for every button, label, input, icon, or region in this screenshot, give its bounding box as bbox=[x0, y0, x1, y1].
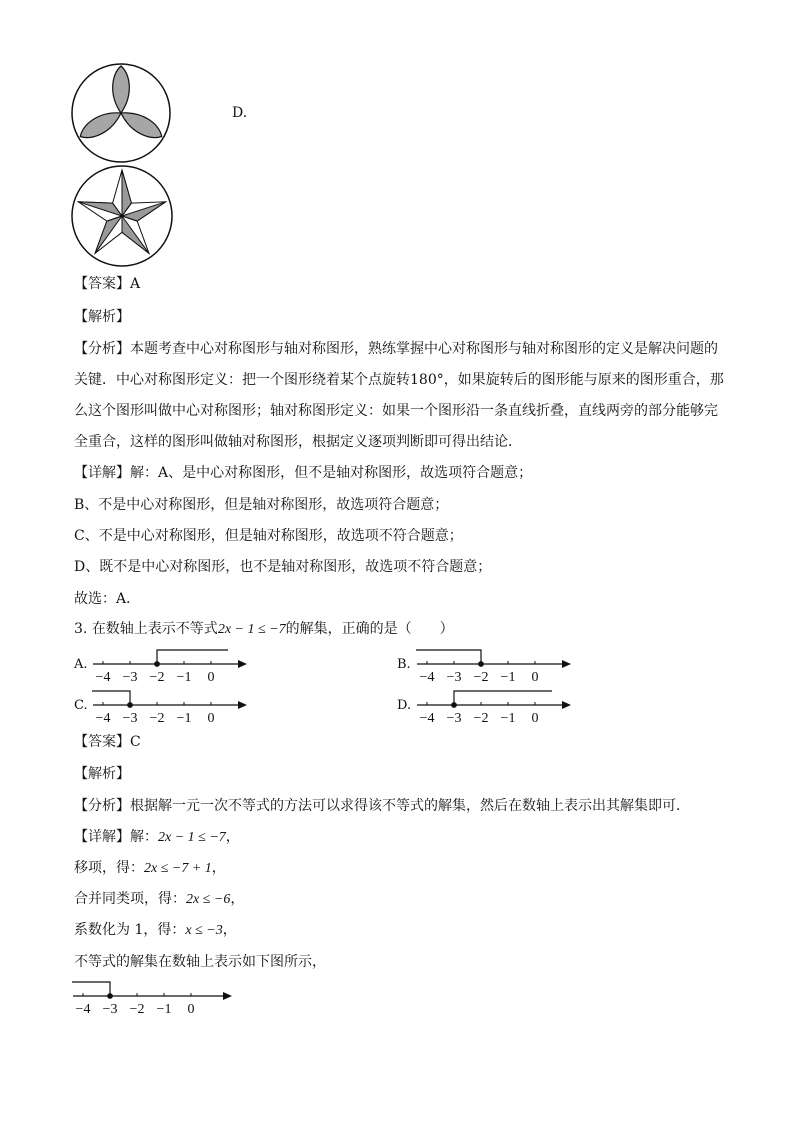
axis-arrow bbox=[562, 660, 571, 668]
tick-label: −4 bbox=[95, 711, 111, 726]
tick-label: −1 bbox=[176, 711, 192, 726]
fenxi-3 bbox=[74, 797, 690, 815]
solution-bracket bbox=[454, 691, 552, 705]
q3-number: 3. bbox=[74, 621, 88, 637]
endpoint-dot bbox=[479, 662, 484, 667]
axis-arrow bbox=[238, 660, 247, 668]
q3-text-before: 在数轴上表示不等式 bbox=[91, 621, 218, 637]
fenxi-tag: 【分析】 bbox=[74, 341, 130, 357]
tick-label: 0 bbox=[187, 1002, 195, 1017]
answer-value: A bbox=[130, 276, 141, 292]
step2-label: 移项，得： bbox=[74, 860, 144, 876]
step4-math: x ≤ −3 bbox=[185, 923, 223, 938]
tick-label: −1 bbox=[176, 670, 192, 685]
tick-label: −4 bbox=[95, 670, 111, 685]
step3-comma: ， bbox=[230, 891, 245, 907]
xiangjie-3-tag: 【详解】 bbox=[74, 829, 130, 845]
xiangjie-2-b: B、不是中心对称图形，但是轴对称图形，故选项符合题意； bbox=[74, 497, 449, 513]
step1-label: 解： bbox=[130, 829, 158, 845]
option-b-label: B. bbox=[397, 657, 411, 672]
step1-math: 2x − 1 ≤ −7 bbox=[158, 830, 226, 845]
tick-label: −4 bbox=[75, 1002, 91, 1017]
endpoint-dot bbox=[155, 662, 160, 667]
solution-bracket bbox=[92, 691, 130, 705]
tick-label: −3 bbox=[446, 670, 462, 685]
axis-arrow bbox=[238, 701, 247, 709]
solution-bracket bbox=[157, 650, 228, 664]
endpoint-dot bbox=[452, 703, 457, 708]
endpoint-dot bbox=[128, 703, 133, 708]
question-3 bbox=[74, 620, 454, 639]
option-c-label: C. bbox=[74, 698, 88, 713]
tick-label: 0 bbox=[207, 670, 215, 685]
analysis-3-tag: 【解析】 bbox=[74, 766, 130, 782]
step3-label: 合并同类项，得： bbox=[74, 891, 186, 907]
step3-math: 2x ≤ −6 bbox=[186, 892, 231, 907]
answer-3-value: C bbox=[130, 734, 141, 750]
option-c-number-line bbox=[90, 687, 250, 727]
endpoint-dot bbox=[108, 994, 113, 999]
fenxi-2-line4: 全重合，这样的图形叫做轴对称图形，根据定义逐项判断即可得出结论． bbox=[74, 434, 522, 450]
tick-label: 0 bbox=[531, 670, 539, 685]
tick-label: −1 bbox=[156, 1002, 172, 1017]
axis-arrow bbox=[223, 992, 232, 1000]
tick-label: −3 bbox=[122, 711, 138, 726]
option-b-number-line bbox=[414, 646, 574, 686]
xiangjie-tag: 【详解】 bbox=[74, 465, 130, 481]
tick-label: −4 bbox=[419, 711, 435, 726]
fenxi-2-line1 bbox=[74, 340, 718, 358]
fenxi-text-1: 本题考查中心对称图形与轴对称图形，熟练掌握中心对称图形与轴对称图形的定义是解决问题的 bbox=[130, 341, 718, 357]
xiangjie-3-step1 bbox=[74, 828, 240, 847]
tick-label: −2 bbox=[149, 670, 165, 685]
axis-arrow bbox=[562, 701, 571, 709]
tick-label: −1 bbox=[500, 670, 516, 685]
q3-text-after: 的解集，正确的是（ ） bbox=[285, 621, 454, 637]
answer-3-tag: 【答案】 bbox=[74, 734, 130, 750]
xiangjie-3-step3 bbox=[74, 890, 244, 909]
solution-bracket bbox=[72, 982, 110, 996]
final-number-line bbox=[70, 978, 235, 1020]
answer-3 bbox=[74, 733, 141, 751]
xiangjie-2-c: C、不是中心对称图形，但是轴对称图形，故选项不符合题意； bbox=[74, 528, 463, 544]
xiangjie-3-step2 bbox=[74, 859, 226, 878]
tick-label: −2 bbox=[473, 711, 489, 726]
xiangjie-a-text: 解：A、是中心对称图形，但不是轴对称图形，故选项符合题意； bbox=[130, 465, 533, 481]
answer-2 bbox=[74, 275, 140, 293]
q3-inequality: 2x − 1 ≤ −7 bbox=[217, 622, 286, 637]
step4-comma: ， bbox=[222, 922, 237, 938]
answer-tag: 【答案】 bbox=[74, 276, 130, 292]
tick-label: 0 bbox=[531, 711, 539, 726]
fenxi-2-line2: 关键．中心对称图形定义：把一个图形绕着某个点旋转180°，如果旋转后的图形能与原来的图形重合，那 bbox=[74, 372, 724, 388]
step1-comma: ， bbox=[225, 829, 240, 845]
analysis-tag: 【解析】 bbox=[74, 309, 130, 325]
fenxi-2-line3: 么这个图形叫做中心对称图形；轴对称图形定义：如果一个图形沿一条直线折叠，直线两旁的部分能够完 bbox=[74, 403, 718, 419]
option-a-label: A. bbox=[74, 657, 88, 672]
tick-label: −1 bbox=[500, 711, 516, 726]
tick-label: −2 bbox=[129, 1002, 145, 1017]
step2-comma: ， bbox=[211, 860, 226, 876]
fenxi-3-text: 根据解一元一次不等式的方法可以求得该不等式的解集，然后在数轴上表示出其解集即可． bbox=[130, 798, 690, 814]
xiangjie-2-conclusion: 故选：A． bbox=[74, 591, 141, 607]
tick-label: −3 bbox=[122, 670, 138, 685]
solution-bracket bbox=[416, 650, 481, 664]
tick-label: −3 bbox=[102, 1002, 118, 1017]
option-d-label: D. bbox=[232, 105, 248, 121]
tick-label: −2 bbox=[473, 670, 489, 685]
step2-math: 2x ≤ −7 + 1 bbox=[144, 861, 212, 876]
tick-label: 0 bbox=[207, 711, 215, 726]
option-d-number-line bbox=[414, 687, 574, 727]
option-a-number-line bbox=[90, 646, 250, 686]
tick-label: −4 bbox=[419, 670, 435, 685]
option-d-figure bbox=[70, 164, 174, 268]
option-c-figure bbox=[70, 62, 172, 164]
tick-label: −2 bbox=[149, 711, 165, 726]
step4-label: 系数化为 1，得： bbox=[74, 922, 186, 938]
xiangjie-2-a bbox=[74, 464, 532, 482]
fenxi-3-tag: 【分析】 bbox=[74, 798, 130, 814]
xiangjie-2-d: D、既不是中心对称图形，也不是轴对称图形，故选项不符合题意； bbox=[74, 559, 492, 575]
option-d-label-q3: D. bbox=[397, 698, 412, 713]
xiangjie-3-note: 不等式的解集在数轴上表示如下图所示， bbox=[74, 954, 326, 970]
tick-label: −3 bbox=[446, 711, 462, 726]
xiangjie-3-step4 bbox=[74, 921, 237, 940]
